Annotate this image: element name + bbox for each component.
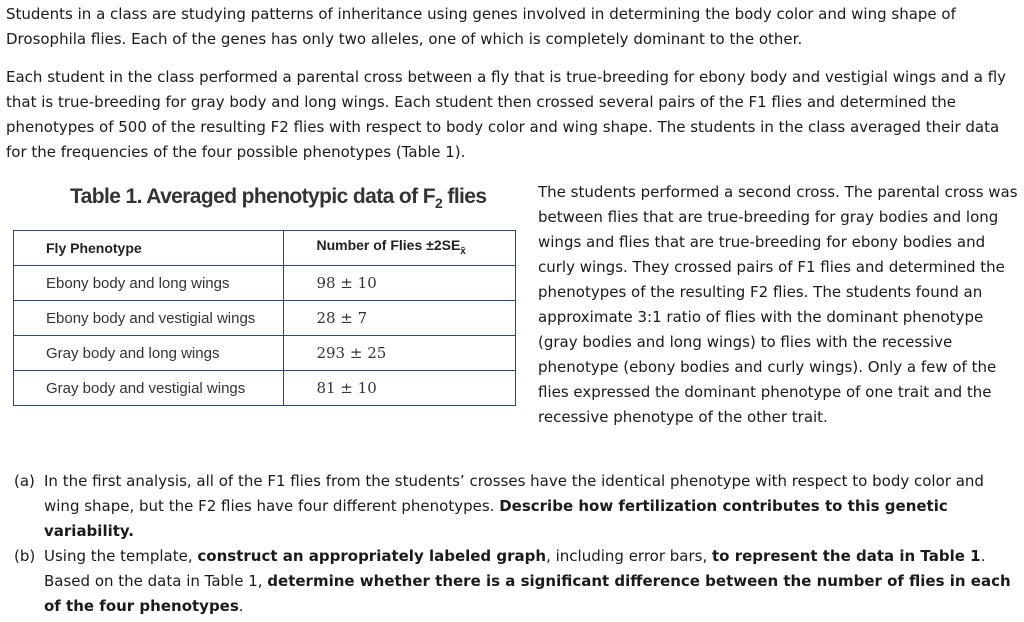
count-cell: 81 ± 10 <box>284 371 516 406</box>
question-b <box>14 544 1016 619</box>
phenotype-table <box>13 230 516 406</box>
question-a <box>14 469 1016 544</box>
count-cell: 98 ± 10 <box>284 266 516 301</box>
table-row <box>14 301 516 336</box>
question-a-label: (a) <box>14 472 35 490</box>
question-b-text: Using the template, construct an appropriately labeled graph, including error bars, to represent the data in Table 1. Based on the data in Table 1, determine whether there is a significant difference between the number of flies in each of the four phenotypes. <box>44 547 1011 615</box>
table-header-row <box>14 231 516 266</box>
table-title: Table 1. Averaged phenotypic data of $F_2$ flies <box>70 185 487 211</box>
table-1 <box>13 180 516 406</box>
table-row <box>14 266 516 301</box>
question-a-text: In the first analysis, all of the F1 flies from the students’ crosses have the identical phenotype with respect to body color and wing shape, but the F2 flies have four different phenotypes. Describe how fertilization contributes to this genetic variability. <box>44 472 984 540</box>
count-cell: 28 ± 7 <box>284 301 516 336</box>
header-count: Number of Flies $\pm 2SE_{x̄}$ <box>284 231 516 266</box>
phenotype-cell: Gray body and vestigial wings <box>14 371 284 406</box>
intro-paragraph-1: Students in a class are studying patterns of inheritance using genes involved in determining the body color and wing shape of Drosophila flies. Each of the genes has only two alleles, one of which is completely dominant to the other. <box>6 5 956 48</box>
table-row <box>14 371 516 406</box>
header-phenotype: Fly Phenotype <box>14 231 284 266</box>
phenotype-cell: Gray body and long wings <box>14 336 284 371</box>
table-row <box>14 336 516 371</box>
phenotype-cell: Ebony body and vestigial wings <box>14 301 284 336</box>
intro-paragraph-2: Each student in the class performed a parental cross between a fly that is true-breeding for ebony body and vestigial wings and a fly that is true-breeding for gray body and long wings. Each student then crossed several pairs of the F1 flies and determined the phenotypes of 500 of the resulting F2 flies with respect to body color and wing shape. The students in the class averaged their data for the frequencies of the four possible phenotypes (Table 1). <box>6 68 1007 161</box>
phenotype-cell: Ebony body and long wings <box>14 266 284 301</box>
question-b-label: (b) <box>14 547 36 565</box>
second-cross-paragraph: The students performed a second cross. The parental cross was between flies that are true-breeding for gray bodies and long wings and flies that are true-breeding for ebony bodies and curly wings. They crossed pairs of F1 flies and determined the phenotypes of the resulting F2 flies. The students found an approximate 3:1 ratio of flies with the dominant phenotype (gray bodies and long wings) to flies with the recessive phenotype (ebony bodies and curly wings). Only a few of the flies expressed the dominant phenotype of one trait and the recessive phenotype of the other trait. <box>538 183 1018 426</box>
count-cell: 293 ± 25 <box>284 336 516 371</box>
